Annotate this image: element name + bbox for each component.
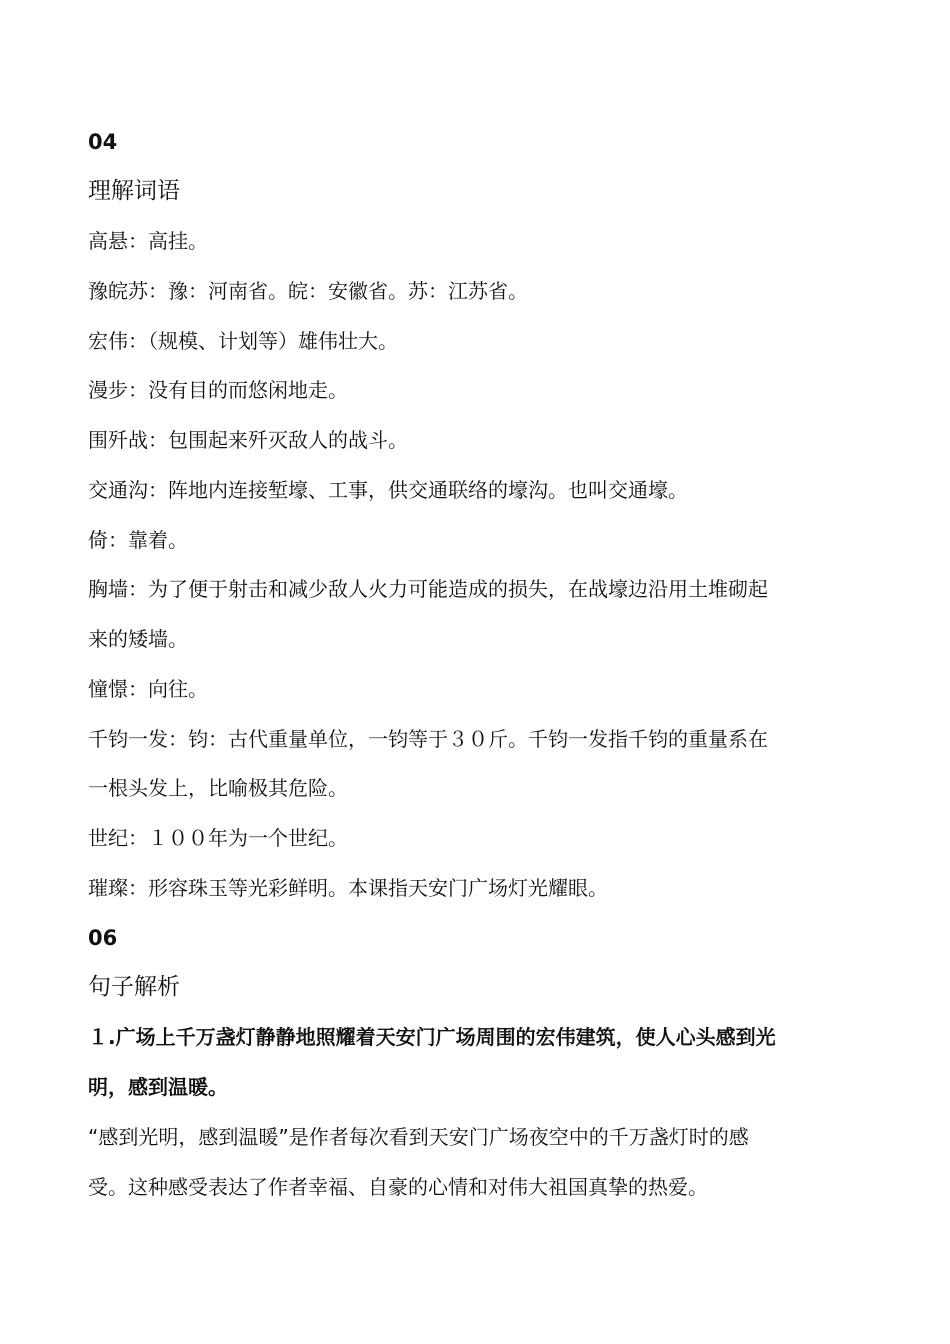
section-title: 句子解析 bbox=[88, 974, 180, 1000]
sentence-analysis: “感到光明，感到温暖”是作者每次看到天安门广场夜空中的千万盏灯时的感 bbox=[88, 1125, 749, 1149]
example-sentence: １.广场上千万盏灯静静地照耀着天安门广场周围的宏伟建筑，使人心头感到光 bbox=[88, 1025, 776, 1049]
example-sentence-continued: 明，感到温暖。 bbox=[88, 1075, 228, 1099]
term-definition: 宏伟：（规模、计划等）雄伟壮大。 bbox=[88, 329, 398, 353]
term-definition: 交通沟：阵地内连接堑壕、工事，供交通联络的壕沟。也叫交通壕。 bbox=[88, 478, 688, 502]
term-definition: 围歼战：包围起来歼灭敌人的战斗。 bbox=[88, 428, 408, 452]
term-definition: 漫步：没有目的而悠闲地走。 bbox=[88, 378, 348, 402]
section-title: 理解词语 bbox=[88, 178, 180, 204]
term-definition-continued: 一根头发上，比喻极其危险。 bbox=[88, 776, 348, 800]
term-definition: 世纪：１００年为一个世纪。 bbox=[88, 826, 348, 850]
term-definition: 胸墙：为了便于射击和减少敌人火力可能造成的损失，在战壕边沿用土堆砌起 bbox=[88, 577, 768, 601]
sentence-analysis-continued: 受。这种感受表达了作者幸福、自豪的心情和对伟大祖国真挚的热爱。 bbox=[88, 1175, 708, 1199]
term-definition: 璀璨：形容珠玉等光彩鲜明。本课指天安门广场灯光耀眼。 bbox=[88, 876, 608, 900]
section-number: 04 bbox=[88, 130, 118, 154]
term-definition: 憧憬：向往。 bbox=[88, 677, 208, 701]
term-definition: 豫皖苏：豫：河南省。皖：安徽省。苏：江苏省。 bbox=[88, 279, 528, 303]
section-number: 06 bbox=[88, 926, 118, 950]
term-definition: 高悬：高挂。 bbox=[88, 229, 208, 253]
term-definition: 倚：靠着。 bbox=[88, 528, 188, 552]
term-definition: 千钧一发：钧：古代重量单位，一钧等于３０斤。千钧一发指千钧的重量系在 bbox=[88, 727, 768, 751]
term-definition-continued: 来的矮墙。 bbox=[88, 627, 188, 651]
